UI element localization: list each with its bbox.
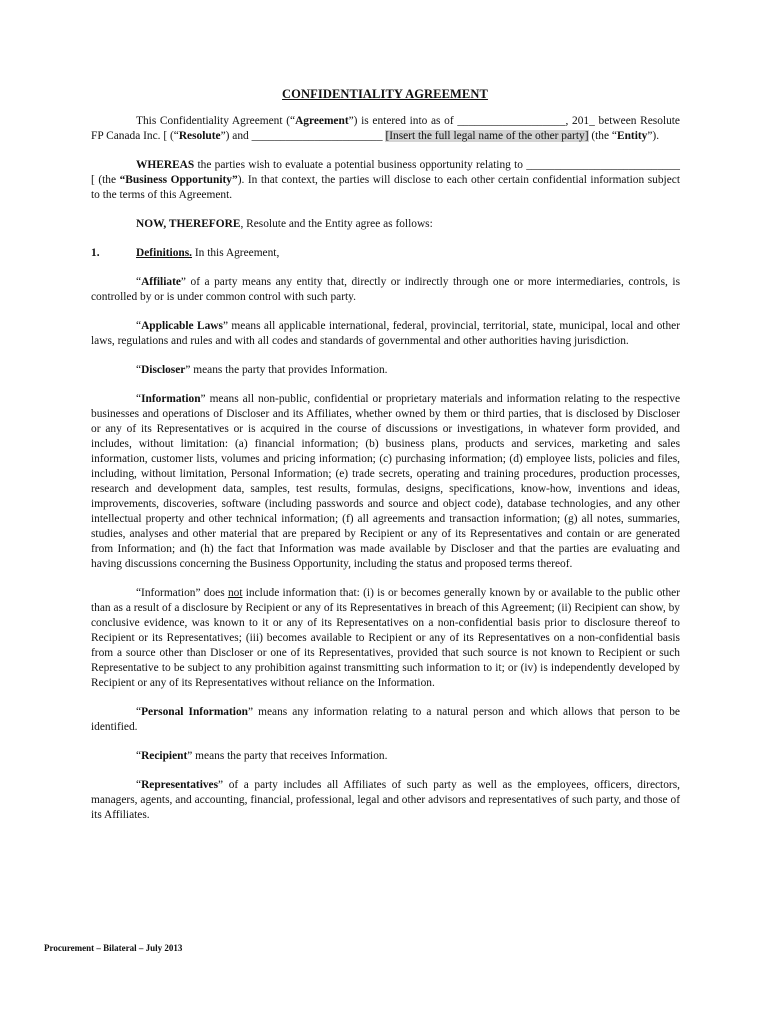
page-footer: Procurement – Bilateral – July 2013 bbox=[44, 943, 183, 953]
quote-mark: “ bbox=[136, 393, 142, 405]
section-1-heading bbox=[91, 246, 680, 261]
intro-paragraph bbox=[91, 114, 680, 144]
defined-term: Representatives bbox=[141, 779, 219, 791]
document-title: CONFIDENTIALITY AGREEMENT bbox=[282, 87, 488, 101]
section-heading: Definitions. bbox=[136, 247, 193, 259]
definition-text: ” means the party that provides Information. bbox=[185, 364, 388, 376]
exclusions-text: “Information” does bbox=[136, 587, 228, 599]
quote-mark: “ bbox=[136, 706, 142, 718]
now-therefore-paragraph bbox=[91, 217, 680, 232]
whereas-paragraph bbox=[91, 158, 680, 203]
intro-text: This Confidentiality Agreement (“ bbox=[136, 115, 296, 127]
underlined-not: not bbox=[227, 587, 243, 599]
term-entity: Entity bbox=[616, 130, 648, 142]
intro-text: ”) and _______________________ bbox=[220, 130, 386, 142]
definition-text: ” means any information relating to a natural person and which allows that person to be identified. bbox=[91, 706, 680, 733]
definition-text: ” means all applicable international, federal, provincial, territorial, state, municipal, local and other laws, regulations and rules and with all codes and standards of governmental and other authorities having jurisdiction. bbox=[91, 320, 680, 347]
section-number: 1. bbox=[91, 247, 100, 259]
highlighted-placeholder: [Insert the full legal name of the other party] bbox=[385, 130, 589, 142]
definition-personal-information bbox=[91, 705, 680, 735]
definition-information bbox=[91, 392, 680, 572]
defined-term: Information bbox=[141, 393, 201, 405]
term-resolute: Resolute bbox=[178, 130, 221, 142]
quote-mark: “ bbox=[136, 364, 142, 376]
now-therefore-text: , Resolute and the Entity agree as follows: bbox=[240, 218, 433, 230]
definition-text: ” means all non-public, confidential or proprietary materials and information relating to the respective businesses and operations of Discloser and its Affiliates, whether owned by them or third parties, that is disclosed by Discloser or any of its Representatives or is acquired in the course of discussions or investigations, in whatever form provided, and includes, without limitation: (a) financial information; (b) business plans, products and services, marketing and sales information, customer lists, volumes and pricing information; (c) purchasing information; (d) employee lists, policies and files, including, without limitation, Personal Information; (e) trade secrets, operating and training procedures, production processes, research and development data, samples, test results, formulas, designs, specifications, know-how, inventions and ideas, improvements, discoveries, software (including passwords and source and object code), database technologies, and any other intellectual property and other technical information; (f) all agreements and transaction information; (g) all notes, summaries, studies, analyses and other material that are prepared by Recipient or any of its Representatives and contain or are generated from Information; and (h) the fact that Information was made available by Discloser and that the parties are evaluating and having discussions concerning the Business Opportunity, including the status and proposed terms thereof. bbox=[91, 393, 680, 570]
whereas-text: the parties wish to evaluate a potential business opportunity relating to ___________________________ [ (the bbox=[91, 159, 680, 186]
section-intro-text: In this Agreement, bbox=[192, 247, 280, 259]
intro-text: ”) is entered into as of ___________________, 201_ between Resolute FP Canada Inc. [ (“ bbox=[91, 115, 680, 142]
definition-applicable-laws bbox=[91, 319, 680, 349]
definition-text: ” of a party includes all Affiliates of such party as well as the employees, officers, directors, managers, agents, and accounting, financial, professional, legal and other advisors and representatives of such party, and those of its Affiliates. bbox=[91, 779, 680, 821]
term-agreement: Agreement bbox=[295, 115, 349, 127]
definition-discloser bbox=[91, 363, 680, 378]
information-exclusions bbox=[91, 586, 680, 691]
defined-term: Personal Information bbox=[141, 706, 248, 718]
term-business-opportunity: “Business Opportunity” bbox=[119, 174, 238, 186]
whereas-label: WHEREAS bbox=[136, 159, 195, 171]
intro-text: (the “ bbox=[588, 130, 617, 142]
defined-term: Discloser bbox=[141, 364, 186, 376]
definition-text: ” means the party that receives Information. bbox=[187, 750, 388, 762]
defined-term: Recipient bbox=[141, 750, 188, 762]
definition-representatives bbox=[91, 778, 680, 823]
defined-term: Applicable Laws bbox=[141, 320, 223, 332]
quote-mark: “ bbox=[136, 779, 142, 791]
definition-recipient bbox=[91, 749, 680, 764]
definition-text: ” of a party means any entity that, directly or indirectly through one or more intermediaries, controls, is controlled by or is under common control with such party. bbox=[91, 276, 680, 303]
quote-mark: “ bbox=[136, 750, 142, 762]
now-therefore-label: NOW, THEREFORE bbox=[136, 218, 241, 230]
definition-affiliate bbox=[91, 275, 680, 305]
document-body bbox=[91, 114, 680, 837]
quote-mark: “ bbox=[136, 320, 142, 332]
quote-mark: “ bbox=[136, 276, 142, 288]
exclusions-text: include information that: (i) is or becomes generally known by or available to the public other than as a result of a disclosure by Recipient or any of its Representatives in breach of this Agreement; (ii) Recipient can show, by conclusive evidence, was known to it or any of its Representatives on a non-confidential basis prior to disclosure thereof to Recipient or its Representatives; (iii) becomes available to Recipient or any of its Representatives on a non-confidential basis from a source other than Discloser or one of its Representatives, provided that such source is not known to Recipient or such Representative to be subject to any prohibition against transmitting such information to it; or (iv) is independently developed by Recipient or any of its Representatives without reliance on the Information. bbox=[91, 587, 681, 689]
defined-term: Affiliate bbox=[141, 276, 181, 288]
intro-text: ”). bbox=[647, 130, 660, 142]
whereas-text: ). In that context, the parties will disclose to each other certain confidential information subject to the terms of this Agreement. bbox=[91, 174, 680, 201]
